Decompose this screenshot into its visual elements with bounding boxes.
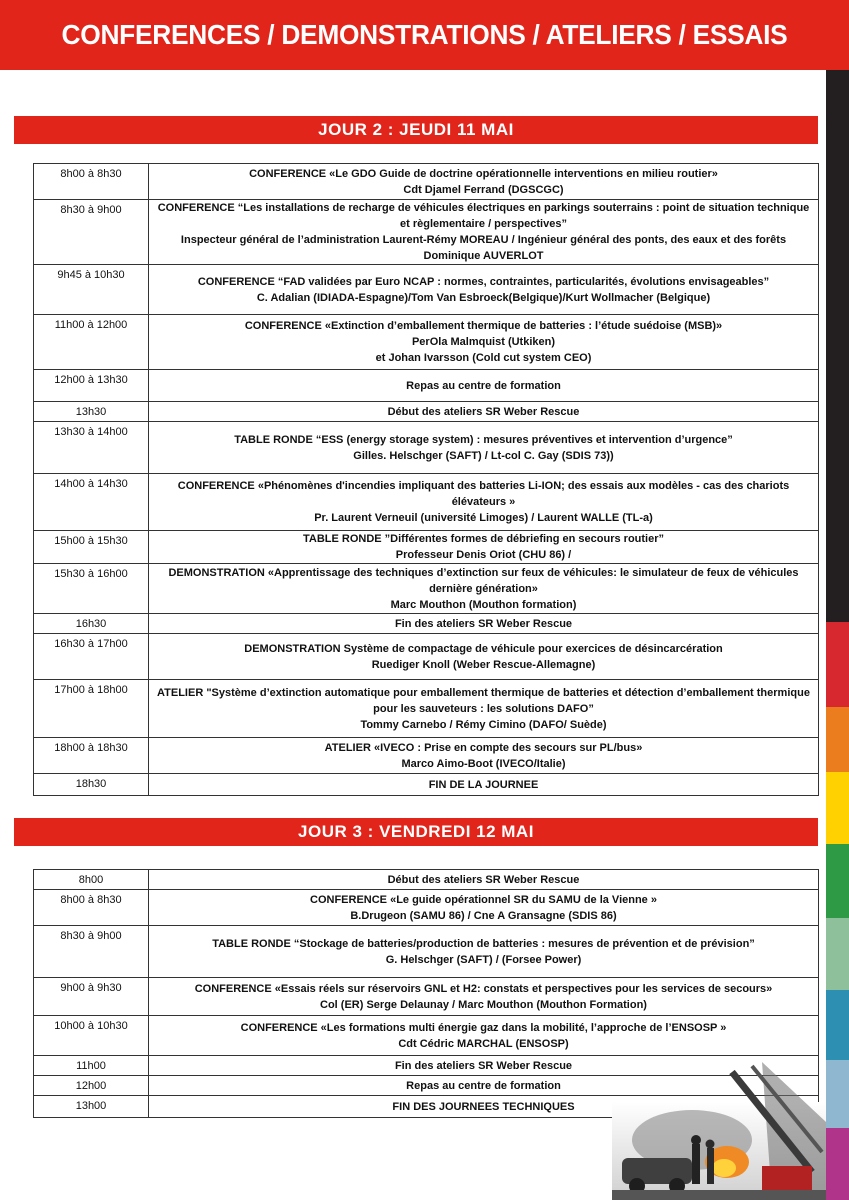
description-line: CONFERENCE «Le guide opérationnel SR du SAMU de la Vienne »	[310, 893, 657, 906]
schedule-row	[34, 200, 819, 265]
schedule-description	[149, 870, 819, 890]
schedule-row	[34, 634, 819, 680]
sidebar-segment	[826, 772, 849, 844]
day2-banner: JOUR 2 : JEUDI 11 MAI	[14, 116, 818, 144]
schedule-time: 16h30 à 17h00	[34, 634, 149, 680]
description-line: DEMONSTRATION Système de compactage de véhicule pour exercices de désincarcération	[244, 642, 723, 655]
description-line: CONFERENCE «Extinction d’emballement thermique de batteries : l’étude suédoise (MSB)»	[244, 320, 723, 332]
schedule-description	[149, 315, 819, 370]
schedule-time: 15h30 à 16h00	[34, 564, 149, 614]
page-title: CONFERENCES / DEMONSTRATIONS / ATELIERS / ESSAIS	[61, 19, 788, 50]
description-line: PerOla Malmquist (Utkiken)	[411, 336, 556, 348]
schedule-row	[34, 402, 819, 422]
schedule-time: 14h00 à 14h30	[34, 474, 149, 531]
schedule-description	[149, 474, 819, 531]
schedule-description	[149, 634, 819, 680]
sidebar-segment	[826, 918, 849, 990]
sidebar-segment	[826, 70, 849, 622]
description-line: Début des ateliers SR Weber Rescue	[387, 405, 580, 418]
schedule-row	[34, 1016, 819, 1056]
schedule-description	[149, 564, 819, 614]
sidebar-segment	[826, 844, 849, 918]
description-line: CONFERENCE «Phénomènes d'incendies impliquant des batteries Li-ION; des essais aux modèles - cas des chariots élévateurs »	[177, 480, 790, 508]
description-line: Professeur Denis Oriot (CHU 86) /	[395, 549, 572, 561]
schedule-description	[149, 1016, 819, 1056]
schedule-time: 10h00 à 10h30	[34, 1016, 149, 1056]
description-line: CONFERENCE «Le GDO Guide de doctrine opérationnelle interventions en milieu routier»	[249, 167, 718, 180]
description-line: CONFERENCE «Essais réels sur réservoirs GNL et H2: constats et perspectives pour les services de secours»	[194, 982, 773, 995]
schedule-time: 13h30	[34, 402, 149, 422]
description-line: Repas au centre de formation	[406, 379, 561, 392]
schedule-description	[149, 738, 819, 774]
description-line: CONFERENCE «Les formations multi énergie gaz dans la mobilité, l’approche de l’ENSOSP »	[240, 1021, 727, 1034]
schedule-time: 8h00 à 8h30	[34, 890, 149, 926]
sidebar-segment	[826, 622, 849, 707]
description-line: CONFERENCE “FAD validées par Euro NCAP : normes, contraintes, particularités, évolutions envisageables”	[197, 275, 770, 288]
schedule-time: 18h30	[34, 774, 149, 796]
schedule-time: 13h30 à 14h00	[34, 422, 149, 474]
schedule-description	[149, 200, 819, 265]
description-line: DEMONSTRATION «Apprentissage des techniques d’extinction sur feux de véhicules: le simulateur de feux de véhicules dernière génération»	[168, 566, 799, 595]
day3-banner: JOUR 3 : VENDREDI 12 MAI	[14, 818, 818, 846]
schedule-row	[34, 164, 819, 200]
schedule-description	[149, 531, 819, 564]
schedule-description	[149, 370, 819, 402]
color-sidebar	[826, 70, 849, 1200]
schedule-row	[34, 774, 819, 796]
description-line: TABLE RONDE “ESS (energy storage system) : mesures préventives et intervention d’urgence”	[234, 433, 733, 446]
description-line: G. Helschger (SAFT) / (Forsee Power)	[385, 953, 582, 966]
description-line: Pr. Laurent Verneuil (université Limoges) / Laurent WALLE (TL-a)	[314, 512, 653, 524]
description-line: ATELIER "Système d’extinction automatique pour emballement thermique de batteries et détection d’emballement thermique pour les sauveteurs : les solutions DAFO”	[157, 686, 810, 715]
schedule-row	[34, 422, 819, 474]
schedule-time: 11h00 à 12h00	[34, 315, 149, 370]
schedule-description	[149, 926, 819, 978]
description-line: Marc Mouthon (Mouthon formation)	[390, 598, 577, 611]
description-line: Col (ER) Serge Delaunay / Marc Mouthon (Mouthon Formation)	[320, 998, 647, 1011]
schedule-row	[34, 265, 819, 315]
schedule-description	[149, 164, 819, 200]
schedule-row	[34, 890, 819, 926]
description-line: Marco Aimo-Boot (IVECO/Italie)	[401, 757, 566, 770]
description-line: ATELIER «IVECO : Prise en compte des secours sur PL/bus»	[324, 741, 643, 754]
schedule-time: 12h00	[34, 1076, 149, 1096]
schedule-description	[149, 422, 819, 474]
sidebar-segment	[826, 1060, 849, 1128]
schedule-time: 13h00	[34, 1096, 149, 1118]
schedule-row	[34, 926, 819, 978]
description-line: FIN DE LA JOURNEE	[428, 778, 539, 791]
description-line: C. Adalian (IDIADA-Espagne)/Tom Van Esbroeck(Belgique)/Kurt Wollmacher (Belgique)	[256, 291, 711, 304]
schedule-time: 8h00	[34, 870, 149, 890]
description-line: Fin des ateliers SR Weber Rescue	[394, 1059, 573, 1072]
description-line: TABLE RONDE ”Différentes formes de débriefing en secours routier”	[302, 533, 665, 545]
schedule-row	[34, 738, 819, 774]
schedule-description	[149, 978, 819, 1016]
description-line: Repas au centre de formation	[406, 1079, 561, 1092]
sidebar-segment	[826, 707, 849, 772]
schedule-time: 12h00 à 13h30	[34, 370, 149, 402]
description-line: Inspecteur général de l’administration Laurent-Rémy MOREAU / Ingénieur général des ponts, des eaux et des forêts Dominique AUVERLOT	[180, 234, 787, 262]
schedule-time: 18h00 à 18h30	[34, 738, 149, 774]
sidebar-segment	[826, 1128, 849, 1200]
schedule-description	[149, 614, 819, 634]
description-line: Fin des ateliers SR Weber Rescue	[394, 617, 573, 630]
schedule-time: 9h45 à 10h30	[34, 265, 149, 315]
schedule-row	[34, 564, 819, 614]
schedule-description	[149, 402, 819, 422]
schedule-row	[34, 474, 819, 531]
description-line: B.Drugeon (SAMU 86) / Cne A Gransagne (SDIS 86)	[350, 909, 617, 922]
day2-schedule-table	[33, 163, 819, 796]
description-line: CONFERENCE “Les installations de recharge de véhicules électriques en parkings souterrains : point de situation technique et règlementaire / perspectives”	[157, 202, 810, 230]
schedule-row	[34, 978, 819, 1016]
schedule-time: 8h30 à 9h00	[34, 926, 149, 978]
header-bar	[0, 0, 849, 70]
schedule-row	[34, 315, 819, 370]
description-line: Ruediger Knoll (Weber Rescue-Allemagne)	[371, 658, 596, 671]
schedule-time: 8h30 à 9h00	[34, 200, 149, 265]
description-line: Début des ateliers SR Weber Rescue	[387, 873, 580, 886]
schedule-row	[34, 680, 819, 738]
description-line: et Johan Ivarsson (Cold cut system CEO)	[375, 352, 592, 364]
description-line: Tommy Carnebo / Rémy Cimino (DAFO/ Suède)	[360, 718, 607, 731]
schedule-time: 17h00 à 18h00	[34, 680, 149, 738]
schedule-row	[34, 870, 819, 890]
schedule-time: 9h00 à 9h30	[34, 978, 149, 1016]
description-line: Cdt Cédric MARCHAL (ENSOSP)	[398, 1037, 569, 1050]
description-line: FIN DES JOURNEES TECHNIQUES	[392, 1100, 575, 1113]
rescue-scene-image	[612, 1062, 826, 1200]
schedule-time: 16h30	[34, 614, 149, 634]
description-line: TABLE RONDE “Stockage de batteries/production de batteries : mesures de prévention et de prévision”	[212, 937, 755, 950]
description-line: Cdt Djamel Ferrand (DGSCGC)	[403, 183, 564, 196]
schedule-description	[149, 265, 819, 315]
schedule-description	[149, 680, 819, 738]
schedule-time: 15h00 à 15h30	[34, 531, 149, 564]
schedule-time: 11h00	[34, 1056, 149, 1076]
schedule-description	[149, 890, 819, 926]
schedule-description	[149, 774, 819, 796]
sidebar-segment	[826, 990, 849, 1060]
schedule-row	[34, 614, 819, 634]
schedule-row	[34, 370, 819, 402]
schedule-row	[34, 531, 819, 564]
description-line: Gilles. Helschger (SAFT) / Lt-col C. Gay (SDIS 73))	[353, 449, 614, 462]
schedule-time: 8h00 à 8h30	[34, 164, 149, 200]
